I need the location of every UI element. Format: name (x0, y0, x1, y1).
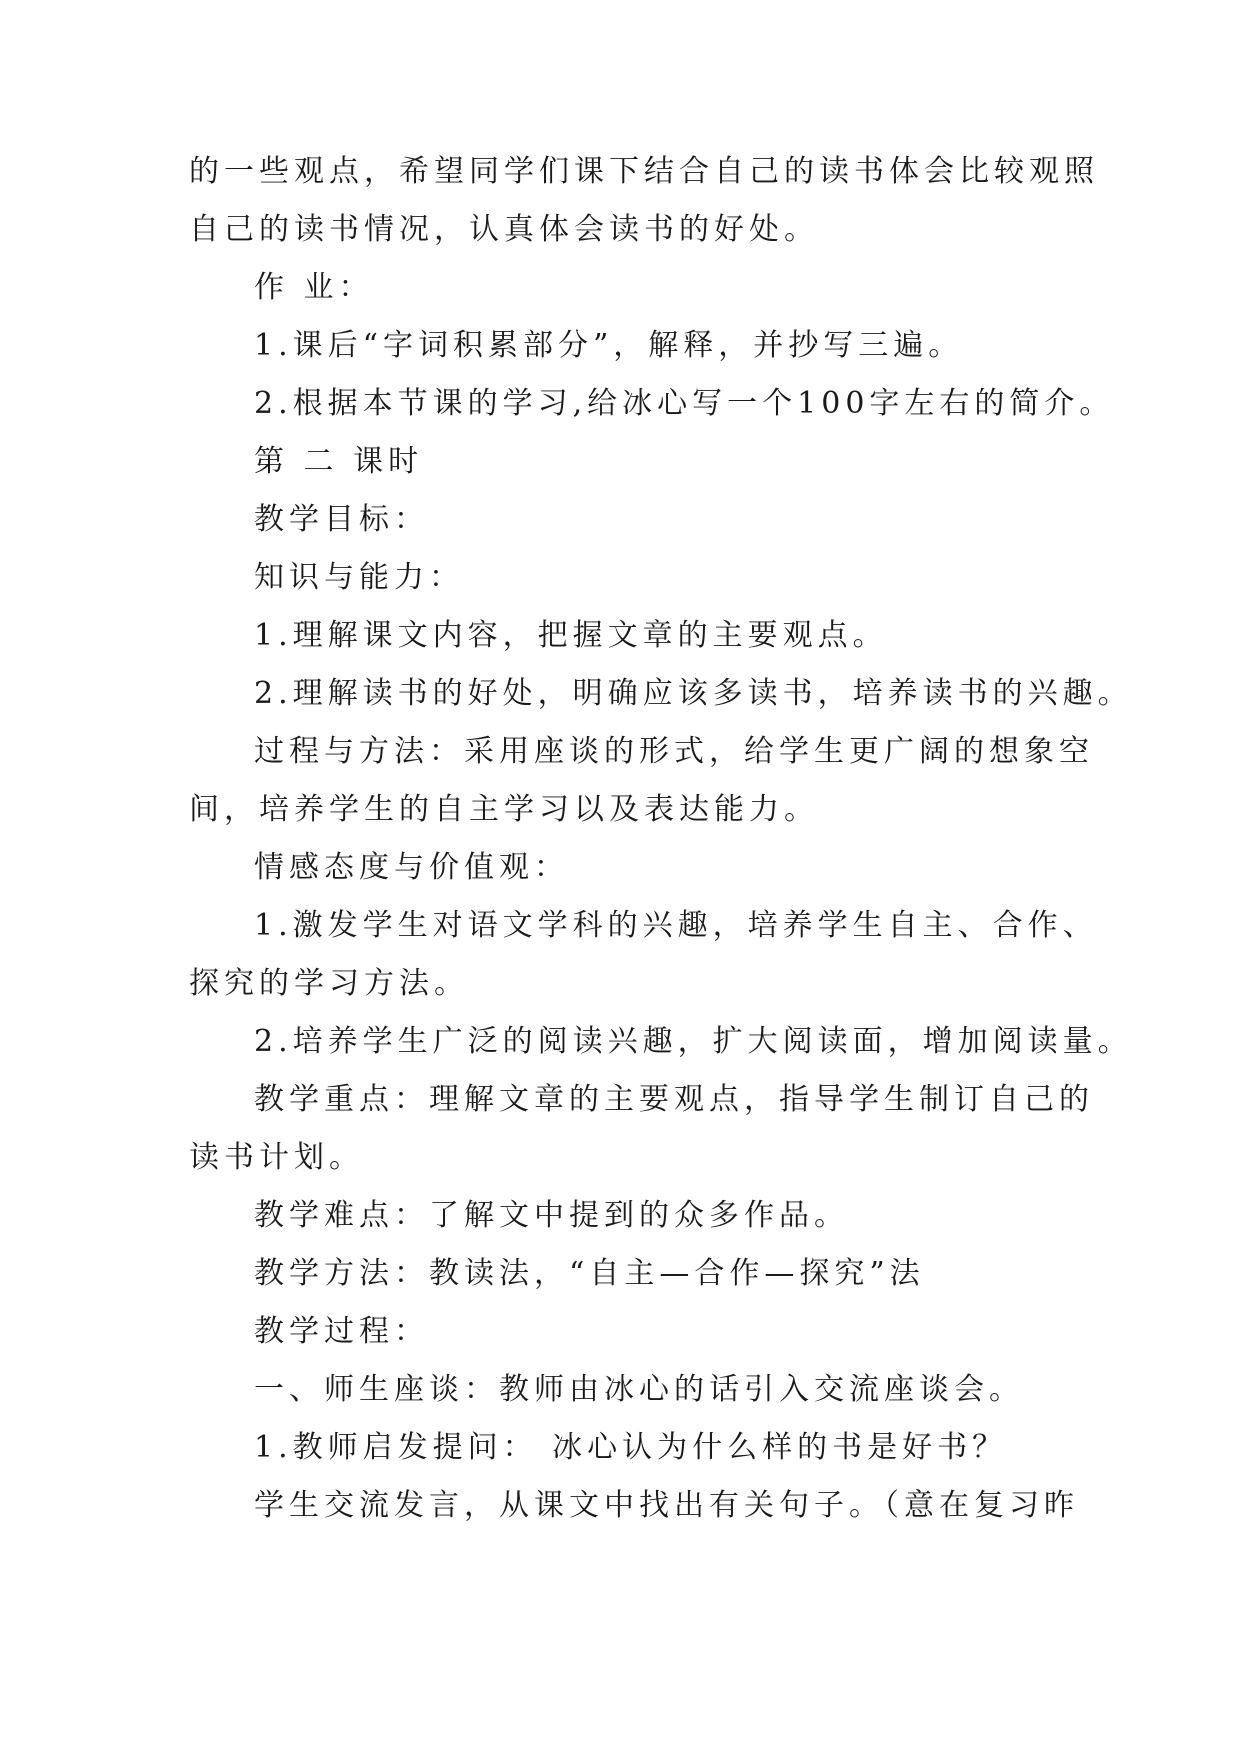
text-line: 读书计划。 (189, 1140, 364, 1175)
text-line: 学生交流发言，从课文中找出有关句子。（意在复习昨 (254, 1488, 1079, 1523)
text-line: 教学方法：教读法，“自主—合作—探究”法 (254, 1256, 925, 1291)
text-line: 2.理解读书的好处，明确应该多读书，培养读书的兴趣。 (254, 676, 1133, 711)
text-line: 1.课后“字词积累部分”，解释，并抄写三遍。 (254, 328, 964, 363)
text-line: 过程与方法：采用座谈的形式，给学生更广阔的想象空 (254, 734, 1094, 769)
section-heading-lesson-2: 第 二 课时 (254, 444, 424, 479)
text-line: 1.理解课文内容，把握文章的主要观点。 (254, 618, 888, 653)
text-line: 间，培养学生的自主学习以及表达能力。 (189, 792, 819, 827)
text-line: 教学难点：了解文中提到的众多作品。 (254, 1198, 849, 1233)
text-line: 探究的学习方法。 (189, 966, 469, 1001)
section-heading-goals: 教学目标： (254, 502, 429, 537)
text-line: 情感态度与价值观： (254, 850, 569, 885)
section-heading-process: 教学过程： (254, 1314, 429, 1349)
text-line: 知识与能力： (254, 560, 464, 595)
text-line: 2.培养学生广泛的阅读兴趣，扩大阅读面，增加阅读量。 (254, 1024, 1133, 1059)
text-line: 2.根据本节课的学习,给冰心写一个100字左右的简介。 (254, 386, 1115, 421)
text-line: 1.教师启发提问： 冰心认为什么样的书是好书？ (254, 1430, 1008, 1465)
text-line: 的一些观点，希望同学们课下结合自己的读书体会比较观照 (189, 154, 1099, 189)
text-line: 1.激发学生对语文学科的兴趣，培养学生自主、合作、 (254, 908, 1098, 943)
text-line: 自己的读书情况，认真体会读书的好处。 (189, 212, 819, 247)
section-heading-homework: 作 业： (254, 270, 374, 305)
text-line: 一、师生座谈：教师由冰心的话引入交流座谈会。 (254, 1372, 1024, 1407)
text-line: 教学重点：理解文章的主要观点，指导学生制订自己的 (254, 1082, 1094, 1117)
